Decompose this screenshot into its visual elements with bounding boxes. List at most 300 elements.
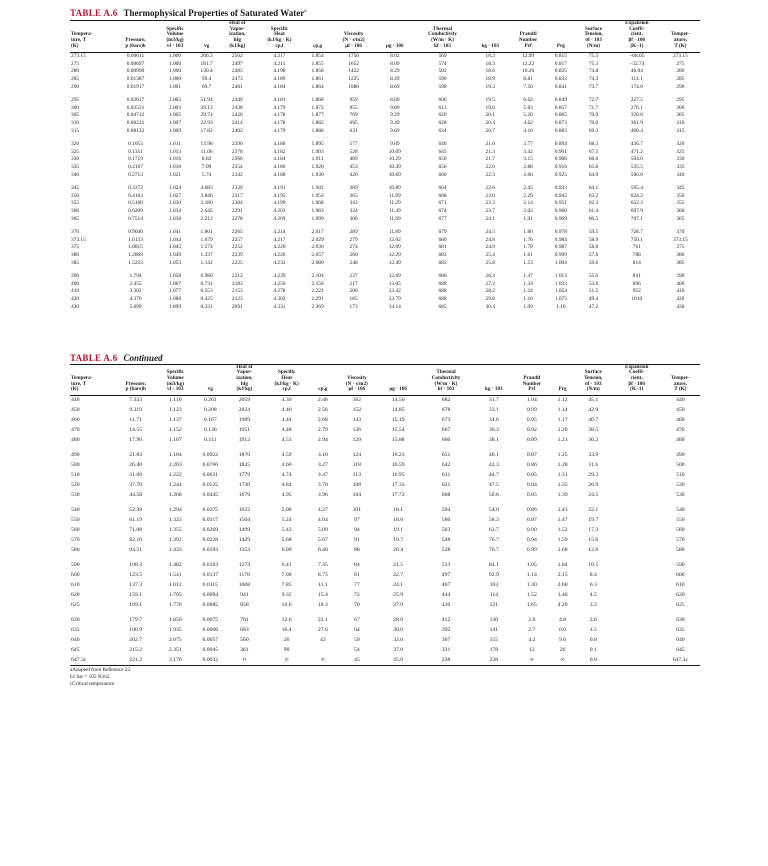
table-cell: 273.15 bbox=[673, 52, 688, 59]
table-cell: 19.3 bbox=[485, 83, 495, 90]
table-cell: 1.009 bbox=[168, 127, 182, 134]
table-cell: 97 bbox=[353, 516, 360, 523]
table-cell: 1.888 bbox=[311, 127, 324, 134]
table-cell: 375 bbox=[71, 244, 80, 251]
table-cell: 373.15 bbox=[71, 236, 86, 243]
table-cell: 4.179 bbox=[273, 127, 286, 134]
table-cell: 15.88 bbox=[391, 436, 405, 443]
table-cell: 4.181 bbox=[273, 96, 286, 103]
table-cell: 667 bbox=[441, 426, 451, 433]
table-cell: 1.482 bbox=[168, 562, 182, 569]
table-row bbox=[70, 128, 700, 136]
table-cell: 0.3372 bbox=[128, 184, 143, 191]
table-cell: 4.178 bbox=[273, 120, 286, 127]
table-cell: 4.209 bbox=[273, 215, 286, 222]
table-cell: 594 bbox=[441, 507, 451, 514]
table-cell: 680 bbox=[438, 236, 447, 243]
table-cell: 1429 bbox=[238, 536, 251, 543]
table-cell: 613 bbox=[438, 104, 447, 111]
table-cell: 320 bbox=[71, 140, 80, 147]
table-cell: 560 bbox=[71, 526, 80, 533]
table-cell: 3.5 bbox=[589, 601, 597, 608]
table-cell: 18.6 bbox=[393, 516, 404, 523]
table-cell: 0.978 bbox=[554, 228, 567, 235]
table-cell: 430 bbox=[676, 303, 685, 310]
table-cell: 2.56 bbox=[317, 407, 328, 414]
table-cell: 11.69 bbox=[388, 215, 401, 222]
table-cell: 1.044 bbox=[168, 236, 182, 243]
table-cell: 0.90 bbox=[526, 526, 537, 533]
table-cell: 2.291 bbox=[311, 296, 324, 303]
table-row bbox=[70, 236, 700, 244]
table-cell: 64.1 bbox=[588, 184, 599, 191]
table-cell: 577 bbox=[349, 140, 358, 147]
table-cell: 90 bbox=[283, 646, 290, 653]
table-cell: 47.5 bbox=[488, 481, 499, 488]
table-cell: 1.041 bbox=[168, 228, 182, 235]
table-cell: 367 bbox=[441, 636, 451, 643]
table-cell: 2354 bbox=[231, 164, 243, 171]
table-cell: 101 bbox=[352, 507, 362, 514]
table-cell: 4.184 bbox=[273, 83, 286, 90]
table-row bbox=[70, 141, 700, 149]
table-cell: 1.70 bbox=[523, 244, 533, 251]
table-cell: 11.29 bbox=[388, 200, 401, 207]
table-cell: ∞ bbox=[529, 656, 534, 663]
table-cell: 1.05 bbox=[526, 562, 537, 569]
table-cell: 1.268 bbox=[168, 491, 182, 498]
table-cell: 5.09 bbox=[317, 526, 328, 533]
table-cell bbox=[613, 581, 661, 591]
table-cell: 1.007 bbox=[168, 120, 182, 127]
table-cell: 620 bbox=[676, 591, 685, 598]
table-cell: 1.054 bbox=[554, 288, 567, 295]
table-cell: −68.05 bbox=[629, 52, 645, 59]
table-cell: 1.013 bbox=[554, 272, 567, 279]
table-cell: 528 bbox=[441, 546, 451, 553]
table-cell: 5.74 bbox=[201, 171, 212, 178]
table-cell: 2091 bbox=[231, 303, 243, 310]
table-cell: 72 bbox=[353, 591, 360, 598]
table-cell: 2.0 bbox=[528, 617, 536, 623]
table-cell: 315 bbox=[71, 127, 80, 134]
table-cell: 1.033 bbox=[554, 280, 567, 287]
table-cell: 1.000 bbox=[168, 60, 182, 67]
column-header: cp,g bbox=[304, 21, 331, 53]
table-cell: 1.433 bbox=[168, 546, 182, 553]
table-cell: 305 bbox=[676, 112, 685, 119]
table-cell: 0.0445 bbox=[202, 491, 219, 498]
table-cell: 595.4 bbox=[630, 184, 643, 191]
table-row bbox=[70, 185, 700, 193]
table-cell: 6.41 bbox=[281, 562, 292, 569]
table-cell: 467 bbox=[441, 581, 451, 588]
table-cell: 0.425 bbox=[200, 296, 213, 303]
table-cell: 74.8 bbox=[588, 68, 599, 75]
table-cell: 0.1053 bbox=[128, 140, 143, 147]
table-cell: 550 bbox=[71, 516, 80, 523]
table-cell: 22.7 bbox=[393, 571, 404, 578]
table-cell: 30.4 bbox=[485, 303, 495, 310]
table-cell: 1.005 bbox=[168, 112, 182, 119]
table-cell: 4.199 bbox=[273, 200, 286, 207]
table-cell bbox=[613, 601, 661, 611]
table-cell: 17.90 bbox=[129, 436, 143, 443]
column-header: Specific Heat (kJ/kg · K) cp,f bbox=[255, 21, 305, 53]
table-cell: 22.3 bbox=[485, 171, 495, 178]
table-cell: 1.903 bbox=[311, 148, 324, 155]
table-cell: 9.6 bbox=[559, 636, 567, 643]
table-cell: 75.3 bbox=[588, 60, 599, 67]
table-cell: 563 bbox=[441, 526, 451, 533]
table-cell: 15.0 bbox=[588, 536, 599, 543]
table-cell: 1.52 bbox=[557, 526, 568, 533]
table-cell: 4.64 bbox=[317, 516, 328, 523]
table-cell: 0.1719 bbox=[128, 156, 143, 163]
table-cell: 4.178 bbox=[273, 112, 286, 119]
table-cell: 1.030 bbox=[168, 200, 182, 207]
table-cell: 2304 bbox=[231, 200, 243, 207]
table-cell: 60.5 bbox=[588, 215, 599, 222]
table-cell: 345 bbox=[676, 184, 685, 191]
table-row bbox=[70, 581, 700, 591]
table-row bbox=[70, 646, 700, 656]
table-cell: 29.74 bbox=[200, 112, 213, 119]
table-cell: 12 bbox=[528, 646, 535, 653]
table-cell: 3.27 bbox=[317, 462, 328, 469]
table-cell: 4.62 bbox=[523, 120, 533, 127]
table-cell: 0.99 bbox=[526, 546, 537, 553]
table-cell: 959 bbox=[349, 96, 358, 103]
table-cell: 18.1 bbox=[393, 507, 404, 514]
table-cell: 6.62 bbox=[523, 96, 533, 103]
table-cell: 17.3 bbox=[588, 526, 599, 533]
table-cell: 606 bbox=[438, 96, 447, 103]
table-cell: 15.4 bbox=[317, 591, 328, 598]
table-cell: 1.323 bbox=[168, 516, 182, 523]
table-cell: 300 bbox=[676, 104, 685, 111]
table-cell: 130.4 bbox=[200, 68, 213, 75]
table-cell: 71.7 bbox=[588, 104, 599, 111]
table-cell: 1.14 bbox=[557, 407, 568, 414]
table-cell: 620 bbox=[438, 112, 447, 119]
table-cell: 59.5 bbox=[588, 228, 599, 235]
table-row bbox=[70, 244, 700, 252]
table-title bbox=[70, 6, 700, 18]
table-cell: 7.00 bbox=[281, 571, 292, 578]
table-cell: 16.95 bbox=[391, 471, 405, 478]
table-cell: 173 bbox=[349, 303, 358, 310]
table-cell: 1.76 bbox=[523, 236, 533, 243]
table-cell: 1.10 bbox=[556, 303, 566, 310]
table-cell: 1.04 bbox=[526, 397, 537, 404]
table-cell: 4.16 bbox=[523, 127, 533, 134]
table-cell: 1.355 bbox=[168, 526, 182, 533]
table-cell: 1.91 bbox=[523, 215, 533, 222]
table-cell: 1750 bbox=[348, 52, 359, 59]
table-cell: 33.1 bbox=[488, 407, 499, 414]
table-cell: 510 bbox=[71, 471, 80, 478]
table-cell: 4.220 bbox=[273, 244, 286, 251]
table-cell: 2485 bbox=[231, 68, 243, 75]
table-cell: 0.4163 bbox=[128, 192, 143, 199]
table-cell: 3.170 bbox=[168, 656, 182, 663]
table-cell: 113 bbox=[352, 471, 361, 478]
table-cell: 335 bbox=[676, 164, 685, 171]
table-cell: 4.217 bbox=[273, 52, 286, 59]
table-cell: 39.13 bbox=[200, 104, 213, 111]
table-cell: 360 bbox=[676, 208, 685, 215]
table-cell: 31.66 bbox=[129, 471, 143, 478]
table-cell: 285 bbox=[676, 76, 685, 83]
table-cell: 42.9 bbox=[588, 407, 599, 414]
table-cell: 62.3 bbox=[588, 200, 599, 207]
table-cell: 688 bbox=[438, 280, 447, 287]
table-cell: 1.5 bbox=[589, 626, 597, 633]
table-cell: 0.331 bbox=[200, 303, 213, 310]
table-row bbox=[70, 536, 700, 546]
table-cell: 238 bbox=[441, 656, 451, 663]
table-cell: 24.5 bbox=[588, 491, 599, 498]
table-cell: 0.92 bbox=[526, 426, 537, 433]
table-cell: 0.0163 bbox=[202, 562, 219, 569]
table-cell: 290 bbox=[676, 83, 685, 90]
table-cell: 1730 bbox=[238, 481, 251, 488]
table-cell: 22.6 bbox=[485, 184, 495, 191]
table-cell: 300 bbox=[71, 104, 80, 111]
table-cell: 17.82 bbox=[200, 127, 213, 134]
table-cell: 42.3 bbox=[488, 462, 499, 469]
table-cell: 18.3 bbox=[317, 601, 328, 608]
table-cell: 2366 bbox=[231, 156, 243, 163]
table-cell: 941 bbox=[240, 591, 249, 598]
table-cell: 652.3 bbox=[630, 200, 643, 207]
table-cell: 275 bbox=[71, 60, 80, 67]
table-cell: 1.861 bbox=[200, 228, 213, 235]
table-cell: 58.3 bbox=[488, 516, 499, 523]
table-cell bbox=[613, 304, 661, 312]
table-cell: 7.85 bbox=[281, 581, 292, 588]
table-cell: 664 bbox=[438, 184, 447, 191]
table-cell: 480 bbox=[71, 436, 80, 443]
table-cell: 8.49 bbox=[390, 76, 400, 83]
table-row bbox=[70, 304, 700, 312]
table-cell: 0.833 bbox=[554, 76, 567, 83]
table-cell: 310 bbox=[676, 120, 685, 127]
table-cell: 84 bbox=[353, 562, 360, 569]
table-cell: 45.1 bbox=[588, 397, 599, 404]
table-cell: 681 bbox=[438, 244, 447, 251]
table-cell: 1.001 bbox=[168, 83, 182, 90]
table-cell: 15.19 bbox=[391, 416, 405, 423]
table-cell: 1353 bbox=[238, 546, 251, 553]
table-cell: 685 bbox=[438, 303, 447, 310]
table-cell: 94.51 bbox=[129, 546, 143, 553]
table-cell: 610 bbox=[676, 581, 685, 588]
column-header: Heat of Vapor- ization, hfg (kJ/kg) bbox=[227, 364, 262, 396]
table-cell: 1.24 bbox=[523, 288, 533, 295]
table-cell: 1.868 bbox=[311, 96, 324, 103]
table-cell: 389 bbox=[349, 184, 358, 191]
table-cell: 2.68 bbox=[317, 416, 328, 423]
table-cell: 631 bbox=[441, 471, 451, 478]
table-cell: 9.35 bbox=[281, 591, 292, 598]
table-cell: 22.1 bbox=[588, 507, 599, 514]
table-cell: 1951 bbox=[238, 426, 251, 433]
table-cell: 21.5 bbox=[393, 562, 404, 569]
table-cell: 2.6 bbox=[589, 617, 597, 623]
table-cell: 13.42 bbox=[388, 288, 401, 295]
table-cell: 10.69 bbox=[388, 171, 401, 178]
table-cell: 0.0922 bbox=[202, 452, 219, 459]
table-cell: 1.184 bbox=[168, 452, 182, 459]
table-cell: 1.038 bbox=[168, 215, 182, 222]
table-cell: 1068 bbox=[238, 581, 251, 588]
table-cell: 1.778 bbox=[168, 601, 182, 608]
table-cell: 535.5 bbox=[630, 164, 643, 171]
table-cell: 1.09 bbox=[523, 303, 533, 310]
table-cell: 360 bbox=[71, 208, 80, 215]
column-header: Heat of Vapor- ization, hfg (kJ/kg) bbox=[220, 21, 255, 53]
table-cell: 33.9 bbox=[588, 452, 599, 459]
table-cell: 58.6 bbox=[588, 244, 599, 251]
table-cell: 0.901 bbox=[554, 148, 567, 155]
table-cell: 22.0 bbox=[485, 164, 495, 171]
table-cell: 0.908 bbox=[554, 156, 567, 163]
table-cell: 673 bbox=[441, 416, 451, 423]
table-cell: 370 bbox=[71, 228, 80, 235]
table-cell: 0.1351 bbox=[128, 148, 143, 155]
table-cell: 2.036 bbox=[311, 244, 324, 251]
table-cell: 1.930 bbox=[311, 171, 324, 178]
table-cell: 8.09 bbox=[390, 60, 400, 67]
table-cell: 2449 bbox=[231, 96, 243, 103]
table-cell: 141 bbox=[489, 626, 499, 633]
table-cell: 2.080 bbox=[311, 259, 324, 266]
table-cell: 1.20 bbox=[557, 426, 568, 433]
table-cell: 686 bbox=[438, 272, 447, 279]
table-cell: 1.983 bbox=[311, 208, 324, 215]
column-header: Viscosity (N · s/m2) μf · 106 bbox=[331, 21, 376, 53]
table-cell: 0.857 bbox=[554, 104, 567, 111]
table-row bbox=[70, 288, 700, 296]
table-cell: 28.2 bbox=[485, 288, 495, 295]
table-cell: 0.87 bbox=[526, 516, 537, 523]
table-cell: 11.49 bbox=[388, 208, 401, 215]
table-cell: 1.075 bbox=[554, 296, 567, 303]
table-cell: 1.882 bbox=[311, 120, 324, 127]
table-cell: 4.182 bbox=[273, 148, 286, 155]
table-cell: 121 bbox=[489, 601, 499, 608]
table-cell: 0.815 bbox=[554, 52, 567, 59]
table-cell: 320.6 bbox=[630, 112, 643, 119]
table-cell: 1.968 bbox=[311, 200, 324, 207]
column-header: Specific Volume (m3/kg) vf · 103 bbox=[157, 364, 194, 396]
table-cell: 47.2 bbox=[588, 303, 599, 310]
table-cell: 1.003 bbox=[168, 104, 182, 111]
table-cell: 5.83 bbox=[523, 104, 533, 111]
table-cell: 440 bbox=[676, 397, 685, 404]
table-cell: 5.699 bbox=[129, 303, 142, 310]
table-cell: 540 bbox=[676, 507, 685, 514]
table-cell: 640 bbox=[438, 140, 447, 147]
table-cell: 237 bbox=[349, 272, 358, 279]
table-cell: 4.226 bbox=[273, 252, 286, 259]
table-cell: 430 bbox=[71, 303, 80, 310]
table-cell: 4.211 bbox=[273, 60, 286, 67]
table-cell: 92.9 bbox=[488, 571, 499, 578]
table-cell: 4.256 bbox=[273, 280, 286, 287]
table-cell: 1.337 bbox=[200, 252, 213, 259]
column-header: Viscosity (N · s/m2) μf · 106 bbox=[334, 364, 379, 396]
table-row bbox=[70, 655, 700, 665]
column-header: Specific Volume (m3/kg) vf · 103 bbox=[157, 21, 194, 53]
table-cell: 1.137 bbox=[168, 416, 182, 423]
column-header: Pressure, p (bars)b bbox=[114, 21, 156, 53]
table-cell: 688 bbox=[438, 296, 447, 303]
table-row bbox=[70, 52, 700, 60]
table-cell: 24.8 bbox=[485, 236, 495, 243]
table-cell: 656 bbox=[438, 164, 447, 171]
table-cell: 2123 bbox=[231, 296, 243, 303]
table-row bbox=[70, 208, 700, 216]
column-header: Prandtl Number Prf bbox=[512, 364, 551, 396]
table-cell: 1.574 bbox=[200, 244, 213, 251]
table-cell: 3.302 bbox=[129, 288, 142, 295]
table-cell: 73.7 bbox=[588, 83, 599, 90]
table-cell: 1.911 bbox=[311, 156, 324, 163]
table-cell: 7.09 bbox=[201, 164, 212, 171]
table-cell: 620 bbox=[71, 591, 80, 598]
table-cell: 3.42 bbox=[523, 148, 533, 155]
column-header: Thermal Conductivity (W/m · K) kf · 103 bbox=[413, 21, 471, 53]
table-cell: 1.28 bbox=[557, 462, 568, 469]
table-cell bbox=[613, 536, 661, 546]
table-cell: 0.916 bbox=[554, 164, 567, 171]
table-cell: 27.6 bbox=[317, 626, 328, 633]
table-cell: 510 bbox=[676, 471, 685, 478]
table-cell: ∞ bbox=[320, 656, 325, 663]
table-cell: 4.683 bbox=[200, 184, 213, 191]
table-cell: 1.167 bbox=[168, 436, 182, 443]
table-cell: 1.013 bbox=[168, 148, 182, 155]
table-cell: 2390 bbox=[231, 140, 243, 147]
table-cell: 10.49 bbox=[388, 164, 401, 171]
table-cell: 0.969 bbox=[554, 215, 567, 222]
table-cell: 1.68 bbox=[557, 546, 568, 553]
table-cell: 12.8 bbox=[588, 546, 599, 553]
table-cell: 76.7 bbox=[488, 536, 499, 543]
table-cell: 70 bbox=[353, 601, 360, 608]
table-cell: 4.36 bbox=[281, 397, 292, 404]
table-cell: 2.29 bbox=[523, 192, 533, 199]
table-cell: 598 bbox=[438, 83, 447, 90]
column-header: vg bbox=[193, 21, 220, 53]
table-cell: 530 bbox=[71, 491, 80, 498]
table-row bbox=[70, 616, 700, 626]
table-cell: 370 bbox=[676, 228, 685, 235]
table-label: TABLE A.6 bbox=[70, 8, 118, 18]
table-cell: 1.47 bbox=[523, 272, 533, 279]
table-cell: 1.61 bbox=[523, 252, 533, 259]
table-cell: 0.865 bbox=[554, 112, 567, 119]
table-cell: 1.864 bbox=[311, 83, 324, 90]
table-cell: 365 bbox=[71, 215, 80, 222]
table-cell: 0.95 bbox=[526, 416, 537, 423]
table-cell: 0.883 bbox=[554, 127, 567, 134]
table-cell: 274 bbox=[349, 244, 358, 251]
table-cell: 590 bbox=[676, 562, 685, 569]
